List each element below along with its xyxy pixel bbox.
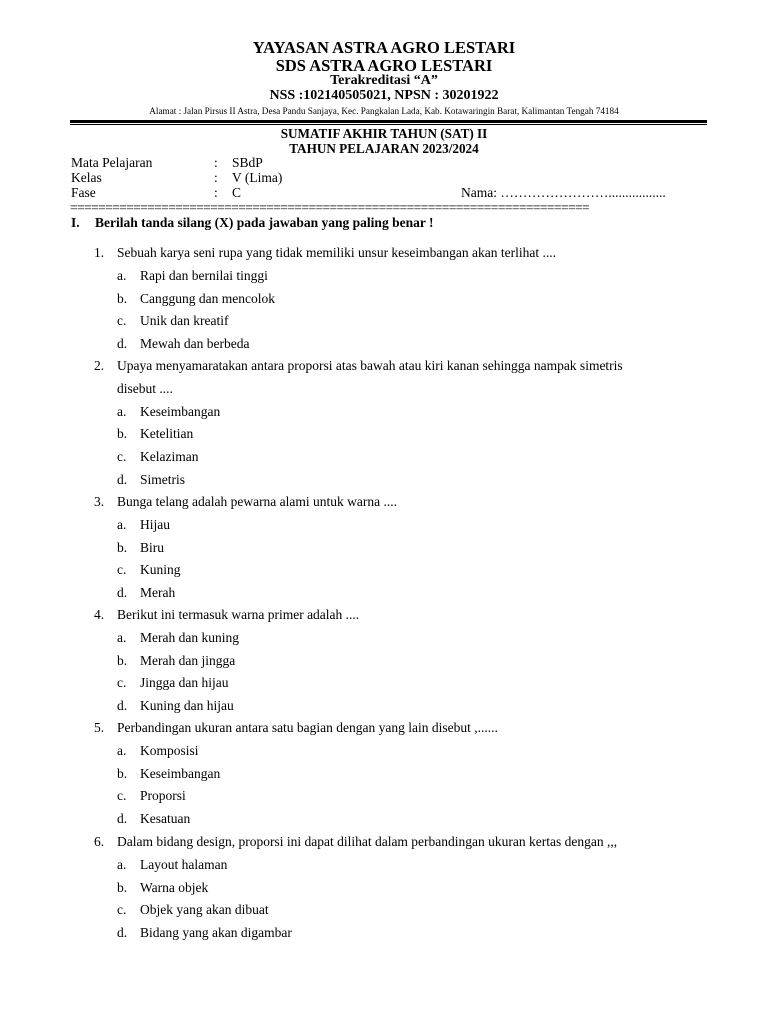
option-text[interactable]: Biru <box>140 539 165 555</box>
option-letter[interactable]: d. <box>117 811 128 827</box>
question-text: Dalam bidang design, proporsi ini dapat dilihat dalam perbandingan ukuran kertas dengan ,,, <box>117 834 618 849</box>
option-text[interactable]: Hijau <box>140 516 170 532</box>
option-text[interactable]: Komposisi <box>140 742 199 758</box>
question-text: Sebuah karya seni rupa yang tidak memiliki unsur keseimbangan akan terlihat .... <box>117 245 557 260</box>
subject-colon: : <box>214 155 218 170</box>
student-name-field[interactable]: Nama: ……………………................. <box>461 185 666 200</box>
option-text[interactable]: Ketelitian <box>140 426 194 442</box>
option-letter[interactable]: c. <box>117 788 127 804</box>
option-text[interactable]: Kuning dan hijau <box>140 698 234 714</box>
foundation-name: YAYASAN ASTRA AGRO LESTARI <box>252 38 516 57</box>
option-letter[interactable]: c. <box>117 675 127 691</box>
option-text[interactable]: Kesatuan <box>140 811 191 827</box>
option-letter[interactable]: a. <box>117 629 127 645</box>
option-letter[interactable]: a. <box>117 516 127 532</box>
option-letter[interactable]: b. <box>117 879 128 895</box>
subject-label: Mata Pelajaran <box>71 155 153 170</box>
option-text[interactable]: Merah dan kuning <box>140 629 239 645</box>
question-number: 5. <box>94 720 105 735</box>
class-label: Kelas <box>71 170 102 185</box>
option-text[interactable]: Jingga dan hijau <box>140 675 229 691</box>
option-letter[interactable]: b. <box>117 290 128 306</box>
option-text[interactable]: Simetris <box>140 472 186 487</box>
option-letter[interactable]: a. <box>117 403 127 419</box>
option-letter[interactable]: b. <box>117 652 128 668</box>
option-text[interactable]: Warna objek <box>140 879 209 895</box>
option-letter[interactable]: c. <box>117 902 127 918</box>
header-rule-thin <box>70 124 707 125</box>
school-ids: NSS :102140505021, NPSN : 30201922 <box>269 88 499 103</box>
accreditation: Terakreditasi “A” <box>330 73 438 88</box>
option-text[interactable]: Layout halaman <box>140 856 228 872</box>
question-text: disebut .... <box>117 380 173 396</box>
option-text[interactable]: Keseimbangan <box>140 403 221 419</box>
school-address: Alamat : Jalan Pirsus II Astra, Desa Pandu Sanjaya, Kec. Pangkalan Lada, Kab. Kotawaringin Barat, Kalimantan Tengah 74184 <box>149 106 619 116</box>
question-text: Berikut ini termasuk warna primer adalah .... <box>117 607 360 622</box>
option-letter[interactable]: a. <box>117 856 127 872</box>
option-letter[interactable]: d. <box>117 698 128 714</box>
phase-colon: : <box>214 185 218 200</box>
option-text[interactable]: Proporsi <box>140 788 186 804</box>
question-text: Upaya menyamaratakan antara proporsi atas bawah atau kiri kanan sehingga nampak simetris <box>117 358 623 373</box>
option-letter[interactable]: d. <box>117 472 128 487</box>
class-value: V (Lima) <box>232 170 283 185</box>
option-letter[interactable]: a. <box>117 267 127 283</box>
question-number: 6. <box>94 834 105 849</box>
option-text[interactable]: Merah <box>140 585 176 601</box>
option-letter[interactable]: c. <box>117 449 127 465</box>
question-number: 2. <box>94 358 105 373</box>
question-number: 4. <box>94 607 105 622</box>
section-number: I. <box>71 215 80 230</box>
subject-value: SBdP <box>232 155 263 170</box>
phase-value: C <box>232 185 242 200</box>
option-text[interactable]: Mewah dan berbeda <box>140 336 250 352</box>
option-letter[interactable]: b. <box>117 426 128 442</box>
header-rule-thick <box>70 120 707 123</box>
option-letter[interactable]: d. <box>117 585 128 601</box>
option-text[interactable]: Keseimbangan <box>140 765 221 781</box>
question-text: Bunga telang adalah pewarna alami untuk warna .... <box>117 494 398 509</box>
school-name: SDS ASTRA AGRO LESTARI <box>275 56 493 75</box>
section-instruction: Berilah tanda silang (X) pada jawaban yang paling benar ! <box>95 215 434 230</box>
option-text[interactable]: Kelaziman <box>140 449 199 465</box>
option-letter[interactable]: c. <box>117 562 127 578</box>
option-letter[interactable]: d. <box>117 925 128 941</box>
option-letter[interactable]: d. <box>117 336 128 352</box>
question-number: 3. <box>94 494 105 509</box>
option-text[interactable]: Kuning <box>140 562 181 578</box>
option-letter[interactable]: c. <box>117 313 127 329</box>
option-text[interactable]: Canggung dan mencolok <box>140 290 275 306</box>
option-text[interactable]: Bidang yang akan digambar <box>140 925 292 941</box>
question-text: Perbandingan ukuran antara satu bagian dengan yang lain disebut ,...... <box>117 720 498 735</box>
option-letter[interactable]: b. <box>117 539 128 555</box>
option-letter[interactable]: b. <box>117 765 128 781</box>
exam-title: SUMATIF AKHIR TAHUN (SAT) II <box>280 126 488 141</box>
exam-year: TAHUN PELAJARAN 2023/2024 <box>289 141 479 156</box>
option-letter[interactable]: a. <box>117 742 127 758</box>
separator-line: ========================================================================== <box>70 200 590 215</box>
option-text[interactable]: Objek yang akan dibuat <box>140 902 269 918</box>
phase-label: Fase <box>71 185 96 200</box>
question-number: 1. <box>94 245 105 260</box>
option-text[interactable]: Rapi dan bernilai tinggi <box>140 267 268 283</box>
option-text[interactable]: Unik dan kreatif <box>140 313 229 329</box>
option-text[interactable]: Merah dan jingga <box>140 652 236 668</box>
class-colon: : <box>214 170 218 185</box>
